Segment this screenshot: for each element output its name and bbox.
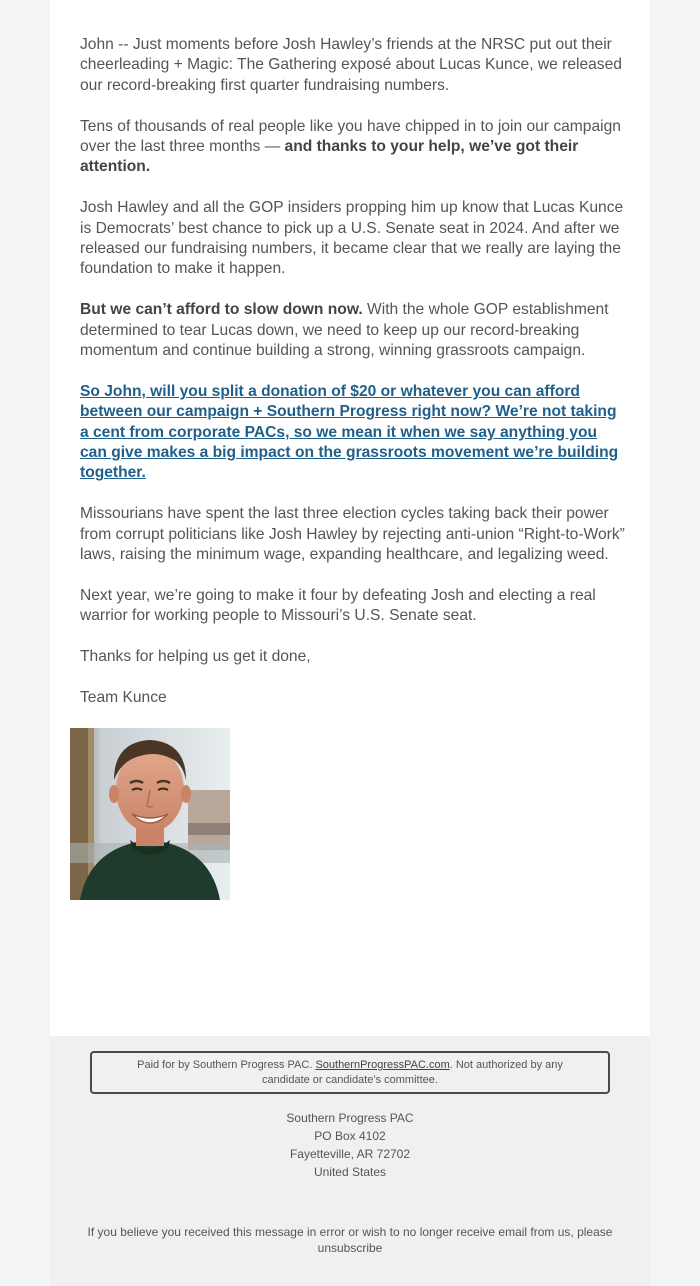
email-card: [50, 0, 650, 1036]
paragraph-thanks: Thanks for helping us get it done,: [80, 648, 311, 666]
pac-website-link[interactable]: SouthernProgressPAC.com: [315, 1059, 450, 1071]
address-line: Fayetteville, AR 72702: [289, 1147, 411, 1161]
email-footer: [50, 1036, 650, 1286]
unsubscribe-link[interactable]: unsubscribe: [317, 1241, 383, 1255]
paragraph-missourians: Missourians have spent the last three election cycles taking back their power from corrupt politicians like Josh Hawley by rejecting anti-union “Right-to-Work” laws, raising the minimum wage, expanding healthcare, and legalizing weed.: [80, 505, 625, 564]
paragraph-cta: [80, 382, 625, 484]
donate-link[interactable]: So John, will you split a donation of $20 or whatever you can afford between our campaign + Southern Progress right now? We’re not taking a cent from corporate PACs, so we mean it when we say anything you can give makes a big impact on the grassroots movement we’re building together.: [80, 382, 619, 482]
signature: Team Kunce: [80, 688, 167, 706]
mailing-address: [50, 1109, 650, 1181]
address-line: United States: [313, 1165, 387, 1179]
address-line: PO Box 4102: [314, 1129, 386, 1143]
paragraph-hawley: Josh Hawley and all the GOP insiders propping him up know that Lucas Kunce is Democrats’ best chance to pick up a U.S. Senate seat in 2024. And after we released our fundraising numbers, it became clear that we really are laying the foundation to make it happen.: [80, 199, 624, 278]
unsubscribe-notice: If you believe you received this message in error or wish to no longer receive email from us, please unsubscribe: [87, 1225, 613, 1255]
paragraph-intro: John -- Just moments before Josh Hawley’s friends at the NRSC put out their cheerleading + Magic: The Gathering exposé about Lucas Kunce, we released our record-breaking first quarter fundraising numbers.: [80, 36, 622, 94]
candidate-photo: [70, 728, 230, 900]
paragraph-next-year: Next year, we’re going to make it four by defeating Josh and electing a real warrior for working people to Missouri’s U.S. Senate seat.: [80, 586, 596, 625]
emphasis-text: But we can’t afford to slow down now.: [80, 301, 363, 319]
address-line: Southern Progress PAC: [286, 1111, 414, 1125]
paragraph-supporters: Tens of thousands of real people like you have chipped in to join our campaign over the last three months — and thanks to your help, we’ve got their attention.: [80, 117, 621, 176]
emphasis-text: and thanks to your help, we’ve got their attention.: [80, 138, 579, 176]
paragraph-momentum: But we can’t afford to slow down now. With the whole GOP establishment determined to tear Lucas down, we need to keep up our record-breaking momentum and continue building a strong, winning grassroots campaign.: [80, 301, 609, 360]
paid-for-disclaimer: Paid for by Southern Progress PAC. SouthernProgressPAC.com. Not authorized by any candidate or candidate’s committee.: [90, 1051, 610, 1094]
email-body: [80, 35, 625, 729]
